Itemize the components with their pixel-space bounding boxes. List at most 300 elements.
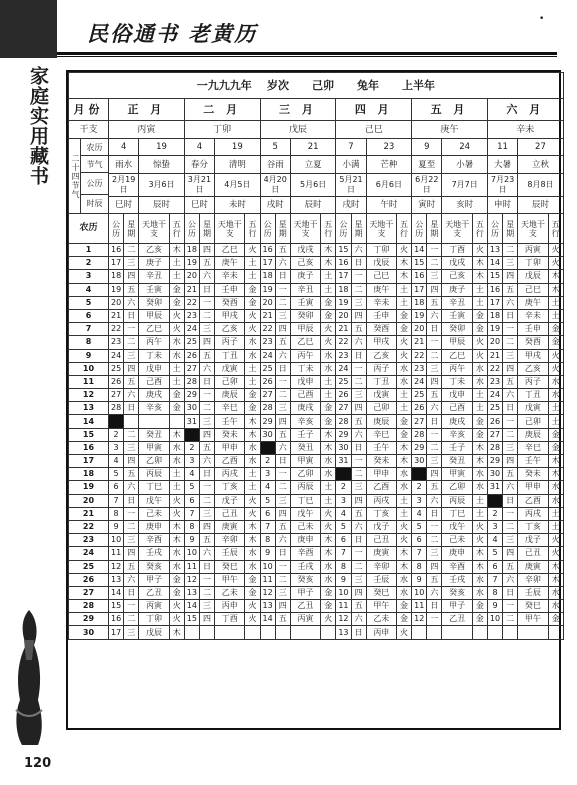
ganzhi-cell: 丙寅 <box>290 613 320 626</box>
table-row <box>69 309 564 322</box>
gongli-cell: 9 <box>412 573 427 586</box>
column-header-row <box>69 214 564 244</box>
month-ganzhi-6: 辛未 <box>487 121 563 139</box>
month-1: 正 月 <box>109 99 185 121</box>
ganzhi-cell <box>215 626 245 639</box>
gongli-cell: 14 <box>184 600 199 613</box>
year-banner <box>69 73 564 99</box>
wuxing-cell: 木 <box>548 270 563 283</box>
ganzhi-cell: 癸丑 <box>442 455 472 468</box>
wuxing-cell: 木 <box>169 626 184 639</box>
gongli-cell: 29 <box>260 415 275 428</box>
ganzhi-cell: 庚子 <box>139 257 169 270</box>
ganzhi-cell: 壬戌 <box>290 560 320 573</box>
ganzhi-cell: 乙酉 <box>366 481 396 494</box>
wuxing-cell: 金 <box>321 586 336 599</box>
table-row <box>69 283 564 296</box>
ganzhi-cell: 乙巳 <box>290 336 320 349</box>
shichen-row <box>69 196 564 214</box>
ganzhi-cell: 丁巳 <box>290 494 320 507</box>
ganzhi-cell <box>518 626 548 639</box>
gongli-cell: 2 <box>109 428 124 441</box>
col-header-tiandi: 天地干支 <box>442 214 472 244</box>
day-number: 26 <box>69 573 109 586</box>
wuxing-cell: 水 <box>245 455 260 468</box>
col-header-gongli: 公历 <box>412 214 427 244</box>
xingqi-cell: 一 <box>199 481 214 494</box>
xingqi-cell: 日 <box>275 547 290 560</box>
gongli-cell: 9 <box>109 520 124 533</box>
wuxing-cell: 水 <box>396 586 411 599</box>
wuxing-cell: 金 <box>321 402 336 415</box>
col-header-xingqi: 星期 <box>503 214 518 244</box>
xingqi-cell: 三 <box>275 494 290 507</box>
ganzhi-cell: 甲寅 <box>442 468 472 481</box>
ganzhi-cell: 癸未 <box>518 468 548 481</box>
ganzhi-cell: 己亥 <box>442 270 472 283</box>
wuxing-cell: 木 <box>472 441 487 454</box>
day-number: 6 <box>69 309 109 322</box>
ganzhi-cell: 丁未 <box>442 375 472 388</box>
wuxing-cell: 金 <box>396 613 411 626</box>
wuxing-cell: 火 <box>396 336 411 349</box>
shichen-5: 戌时 <box>260 196 290 214</box>
wuxing-cell <box>321 626 336 639</box>
jieqi-6: 立夏 <box>290 156 335 173</box>
wuxing-cell: 火 <box>396 626 411 639</box>
gongli-cell: 13 <box>109 573 124 586</box>
xingqi-cell: 四 <box>124 455 139 468</box>
ganzhi-cell: 庚寅 <box>215 520 245 533</box>
wuxing-cell: 木 <box>396 455 411 468</box>
gongli-cell: 10 <box>487 613 502 626</box>
ganzhi-cell: 庚辰 <box>215 389 245 402</box>
day-number: 19 <box>69 481 109 494</box>
wuxing-cell: 土 <box>548 415 563 428</box>
xingqi-cell: 一 <box>199 389 214 402</box>
xingqi-cell: 五 <box>275 520 290 533</box>
gongli-cell: 30 <box>412 455 427 468</box>
xingqi-cell: 日 <box>351 257 366 270</box>
ganzhi-cell: 癸巳 <box>366 586 396 599</box>
ganzhi-cell: 戊辰 <box>139 626 169 639</box>
wuxing-cell: 金 <box>396 415 411 428</box>
table-row <box>69 494 564 507</box>
ganzhi-cell: 辛亥 <box>139 402 169 415</box>
ganzhi-cell: 乙亥 <box>366 349 396 362</box>
ganzhi-cell: 壬午 <box>518 455 548 468</box>
xingqi-cell: 四 <box>275 323 290 336</box>
ganzhi-cell: 辛未 <box>215 270 245 283</box>
ganzhi-cell: 戊申 <box>290 375 320 388</box>
wuxing-cell: 土 <box>245 375 260 388</box>
wuxing-cell: 木 <box>472 270 487 283</box>
gongli-cell: 20 <box>184 270 199 283</box>
ganzhi-cell: 丙戌 <box>215 468 245 481</box>
gongli-cell: 2 <box>336 481 351 494</box>
xingqi-cell: 六 <box>199 455 214 468</box>
ganzhi-cell: 丁巳 <box>442 507 472 520</box>
ganzhi-cell: 癸酉 <box>215 296 245 309</box>
day-number: 2 <box>69 257 109 270</box>
gongli-cell: 21 <box>336 323 351 336</box>
nongli-date-3: 4 <box>184 139 214 156</box>
gongli-cell: 4 <box>487 534 502 547</box>
ganzhi-cell: 乙丑 <box>442 613 472 626</box>
xingqi-cell: 四 <box>199 520 214 533</box>
spine-title: 家庭实用藏书 <box>27 66 49 186</box>
wuxing-cell: 木 <box>245 534 260 547</box>
gongli-cell: 12 <box>412 613 427 626</box>
gongli-cell: 29 <box>336 428 351 441</box>
month-4: 四 月 <box>336 99 412 121</box>
gongli-cell: 28 <box>487 441 502 454</box>
ganzhi-cell: 乙卯 <box>139 455 169 468</box>
gongli-cell: 9 <box>260 547 275 560</box>
day-number: 16 <box>69 441 109 454</box>
ganzhi-cell: 壬寅 <box>290 296 320 309</box>
wuxing-cell: 火 <box>321 323 336 336</box>
wuxing-cell: 水 <box>548 600 563 613</box>
day-number: 27 <box>69 586 109 599</box>
ganzhi-cell: 癸卯 <box>442 323 472 336</box>
wuxing-cell: 水 <box>245 349 260 362</box>
col-header-nongli: 农历 <box>69 214 109 244</box>
ganzhi-cell: 戊寅 <box>518 402 548 415</box>
wuxing-cell: 金 <box>548 441 563 454</box>
wuxing-cell: 火 <box>548 547 563 560</box>
xingqi-cell: 五 <box>124 283 139 296</box>
xingqi-cell: 日 <box>351 441 366 454</box>
wuxing-cell: 金 <box>245 389 260 402</box>
gongli-cell: 28 <box>412 428 427 441</box>
gongli-cell: 6 <box>260 507 275 520</box>
wuxing-cell: 火 <box>245 600 260 613</box>
wuxing-cell: 金 <box>548 323 563 336</box>
wuxing-cell: 水 <box>472 586 487 599</box>
xingqi-cell: 五 <box>427 389 442 402</box>
table-row <box>69 547 564 560</box>
wuxing-cell: 水 <box>548 586 563 599</box>
xingqi-cell: 一 <box>124 323 139 336</box>
xingqi-cell: 四 <box>124 270 139 283</box>
gongli-cell: 29 <box>487 455 502 468</box>
nongli-date-6: 21 <box>290 139 335 156</box>
day-number: 24 <box>69 547 109 560</box>
gongli-cell: 7 <box>487 573 502 586</box>
table-row <box>69 428 564 441</box>
gongli-cell: 12 <box>184 573 199 586</box>
wuxing-cell: 火 <box>321 336 336 349</box>
xingqi-cell: 六 <box>503 573 518 586</box>
nongli-date-10: 24 <box>442 139 487 156</box>
xingqi-cell: 三 <box>199 323 214 336</box>
xingqi-cell: 一 <box>124 507 139 520</box>
gongli-cell: 22 <box>260 323 275 336</box>
xingqi-cell: 六 <box>199 547 214 560</box>
gongli-cell: 16 <box>109 244 124 257</box>
gongli-cell: 14 <box>109 586 124 599</box>
wuxing-cell: 火 <box>472 349 487 362</box>
xingqi-cell: 四 <box>427 283 442 296</box>
ganzhi-cell: 癸未 <box>366 455 396 468</box>
gongli-cell: 23 <box>336 349 351 362</box>
ganzhi-cell: 癸亥 <box>290 573 320 586</box>
shichen-1: 巳时 <box>109 196 139 214</box>
xingqi-cell: 二 <box>275 573 290 586</box>
ganzhi-cell: 戊午 <box>290 507 320 520</box>
xingqi-cell: 三 <box>503 534 518 547</box>
ganzhi-cell: 辛酉 <box>139 534 169 547</box>
wuxing-cell: 火 <box>245 323 260 336</box>
gongli-cell: 24 <box>336 362 351 375</box>
wuxing-cell: 金 <box>548 613 563 626</box>
xingqi-cell: 日 <box>503 494 518 507</box>
ganzhi-cell: 甲寅 <box>139 441 169 454</box>
xingqi-cell: 日 <box>427 507 442 520</box>
wuxing-cell: 水 <box>396 362 411 375</box>
spine <box>0 0 57 785</box>
col-header-wuxing: 五行 <box>321 214 336 244</box>
ganzhi-cell: 辛酉 <box>290 547 320 560</box>
ganzhi-cell: 壬申 <box>518 323 548 336</box>
table-row <box>69 402 564 415</box>
xingqi-cell: 五 <box>199 349 214 362</box>
xingqi-cell: 五 <box>427 573 442 586</box>
gongli-cell: 12 <box>260 586 275 599</box>
xingqi-cell: 六 <box>351 520 366 533</box>
wuxing-cell: 火 <box>245 494 260 507</box>
wuxing-cell: 木 <box>396 441 411 454</box>
gongli-cell: 4 <box>109 455 124 468</box>
shichen-9: 寅时 <box>412 196 442 214</box>
xingqi-cell: 日 <box>427 415 442 428</box>
gongli-cell: 2 <box>487 507 502 520</box>
almanac-table <box>66 70 561 730</box>
xingqi-cell: 二 <box>124 428 139 441</box>
gongli-cell: 6 <box>109 481 124 494</box>
gongli-cell: 28 <box>336 415 351 428</box>
xingqi-cell: 一 <box>351 455 366 468</box>
gongli-cell <box>184 626 199 639</box>
ganzhi-cell: 辛卯 <box>518 573 548 586</box>
table-row <box>69 244 564 257</box>
wuxing-cell: 金 <box>169 402 184 415</box>
wuxing-cell: 水 <box>472 573 487 586</box>
xingqi-cell: 二 <box>124 336 139 349</box>
ganzhi-cell: 丁卯 <box>139 613 169 626</box>
month-ganzhi-5: 庚午 <box>412 121 488 139</box>
xingqi-cell: 一 <box>503 323 518 336</box>
xingqi-cell: 二 <box>427 441 442 454</box>
xingqi-cell: 日 <box>351 534 366 547</box>
xingqi-cell: 六 <box>351 428 366 441</box>
xingqi-cell: 三 <box>124 257 139 270</box>
ganzhi-cell: 丙辰 <box>139 468 169 481</box>
ganzhi-cell: 癸巳 <box>215 560 245 573</box>
ganzhi-cell: 庚子 <box>442 283 472 296</box>
ganzhi-cell: 丙辰 <box>290 481 320 494</box>
gongli-cell: 27 <box>260 389 275 402</box>
wuxing-cell: 水 <box>169 441 184 454</box>
banner-zodiac: 兔年 <box>357 78 379 92</box>
gongli-cell: 24 <box>412 375 427 388</box>
gongli-cell: 8 <box>412 560 427 573</box>
wuxing-cell: 土 <box>169 270 184 283</box>
ganzhi-cell: 戊申 <box>139 362 169 375</box>
wuxing-cell: 土 <box>472 296 487 309</box>
gongli-date-12: 8月8日 <box>518 173 563 196</box>
ganzhi-cell: 甲午 <box>518 613 548 626</box>
ganzhi-cell: 乙未 <box>215 586 245 599</box>
gongli-cell: 25 <box>336 375 351 388</box>
wuxing-cell: 水 <box>169 349 184 362</box>
nongli-date-8: 23 <box>366 139 411 156</box>
gongli-cell: 29 <box>412 441 427 454</box>
spine-header-block <box>0 0 57 58</box>
gongli-cell: 3 <box>184 455 199 468</box>
wuxing-cell: 火 <box>548 362 563 375</box>
gongli-cell: 7 <box>412 547 427 560</box>
gongli-cell: 21 <box>412 336 427 349</box>
gongli-cell: 22 <box>109 323 124 336</box>
wuxing-cell: 土 <box>245 270 260 283</box>
ganzhi-cell: 戊辰 <box>366 257 396 270</box>
xingqi-cell: 日 <box>124 494 139 507</box>
shichen-2: 辰时 <box>139 196 184 214</box>
jieqi-8: 芒种 <box>366 156 411 173</box>
ganzhi-cell: 己卯 <box>215 375 245 388</box>
ganzhi-cell: 丁亥 <box>366 507 396 520</box>
gongli-cell: 8 <box>487 586 502 599</box>
table-row <box>69 362 564 375</box>
gongli-cell: 4 <box>184 468 199 481</box>
day-number: 9 <box>69 349 109 362</box>
xingqi-cell: 三 <box>427 455 442 468</box>
xingqi-cell: 日 <box>351 626 366 639</box>
xingqi-cell: 三 <box>124 349 139 362</box>
ganzhi-cell: 丁酉 <box>442 244 472 257</box>
col-header-gongli: 公历 <box>184 214 199 244</box>
ganzhi-cell: 甲戌 <box>518 349 548 362</box>
wuxing-cell: 水 <box>472 468 487 481</box>
xingqi-cell: 二 <box>427 534 442 547</box>
xingqi-cell: 四 <box>275 600 290 613</box>
ganzhi-cell: 甲辰 <box>442 336 472 349</box>
ganzhi-cell: 辛丑 <box>139 270 169 283</box>
wuxing-cell: 金 <box>169 389 184 402</box>
col-header-tiandi: 天地干支 <box>518 214 548 244</box>
xingqi-cell: 四 <box>275 415 290 428</box>
xingqi-cell: 一 <box>275 375 290 388</box>
wuxing-cell: 土 <box>169 362 184 375</box>
gongli-cell: 3 <box>260 468 275 481</box>
gongli-cell: 25 <box>412 389 427 402</box>
gongli-cell: 25 <box>109 362 124 375</box>
table-row <box>69 586 564 599</box>
gongli-cell: 19 <box>109 283 124 296</box>
gongli-cell: 25 <box>260 362 275 375</box>
gongli-cell: 21 <box>109 309 124 322</box>
xingqi-cell: 六 <box>124 296 139 309</box>
gongli-date-7: 5月21日 <box>336 173 366 196</box>
xingqi-cell: 日 <box>427 323 442 336</box>
xingqi-cell: 四 <box>199 613 214 626</box>
ganzhi-cell: 乙亥 <box>215 323 245 336</box>
day-number: 10 <box>69 362 109 375</box>
xingqi-cell: 二 <box>351 375 366 388</box>
ganzhi-cell: 丙寅 <box>518 244 548 257</box>
ganzhi-cell <box>290 626 320 639</box>
jieqi-5: 谷雨 <box>260 156 290 173</box>
xingqi-cell: 五 <box>503 468 518 481</box>
month-ganzhi-2: 丁卯 <box>184 121 260 139</box>
wuxing-cell: 水 <box>245 560 260 573</box>
xingqi-cell: 五 <box>124 375 139 388</box>
xingqi-cell: 二 <box>503 520 518 533</box>
gongli-cell: 26 <box>109 375 124 388</box>
wuxing-cell: 金 <box>245 573 260 586</box>
ganzhi-cell: 庚午 <box>366 283 396 296</box>
xingqi-cell: 三 <box>503 441 518 454</box>
gongli-cell: 8 <box>109 507 124 520</box>
xingqi-cell <box>124 415 139 428</box>
gongli-cell: 19 <box>412 309 427 322</box>
wuxing-cell: 金 <box>169 586 184 599</box>
col-header-xingqi: 星期 <box>124 214 139 244</box>
table-row <box>69 626 564 639</box>
ganzhi-cell <box>139 415 169 428</box>
xingqi-cell: 五 <box>124 468 139 481</box>
day-number: 29 <box>69 613 109 626</box>
gongli-cell: 18 <box>487 309 502 322</box>
wuxing-cell: 木 <box>396 560 411 573</box>
table-row <box>69 389 564 402</box>
wuxing-cell: 木 <box>321 428 336 441</box>
gongli-cell: 11 <box>260 573 275 586</box>
gongli-cell: 13 <box>336 626 351 639</box>
gongli-cell <box>336 468 351 481</box>
wuxing-cell: 金 <box>396 309 411 322</box>
xingqi-cell: 二 <box>199 402 214 415</box>
ganzhi-cell: 癸丑 <box>290 441 320 454</box>
wuxing-cell: 水 <box>321 362 336 375</box>
ganzhi-cell: 戊寅 <box>215 362 245 375</box>
gongli-cell: 5 <box>109 468 124 481</box>
col-header-wuxing: 五行 <box>245 214 260 244</box>
gongli-cell: 2 <box>260 455 275 468</box>
wuxing-cell: 木 <box>169 428 184 441</box>
month-ganzhi-4: 己巳 <box>336 121 412 139</box>
wuxing-cell: 土 <box>321 481 336 494</box>
xingqi-cell: 一 <box>427 428 442 441</box>
xingqi-cell: 六 <box>427 494 442 507</box>
ganzhi-cell: 己未 <box>442 534 472 547</box>
wuxing-cell: 火 <box>169 600 184 613</box>
wuxing-cell: 土 <box>321 389 336 402</box>
xingqi-cell: 一 <box>503 415 518 428</box>
xingqi-cell: 三 <box>275 402 290 415</box>
wuxing-cell: 木 <box>396 270 411 283</box>
xingqi-cell: 二 <box>199 494 214 507</box>
wuxing-cell: 金 <box>321 309 336 322</box>
table-row <box>69 375 564 388</box>
xingqi-cell: 二 <box>351 283 366 296</box>
gongli-cell: 26 <box>487 415 502 428</box>
gongli-cell: 27 <box>412 415 427 428</box>
gongli-cell <box>487 494 502 507</box>
ganzhi-cell: 辛巳 <box>366 428 396 441</box>
